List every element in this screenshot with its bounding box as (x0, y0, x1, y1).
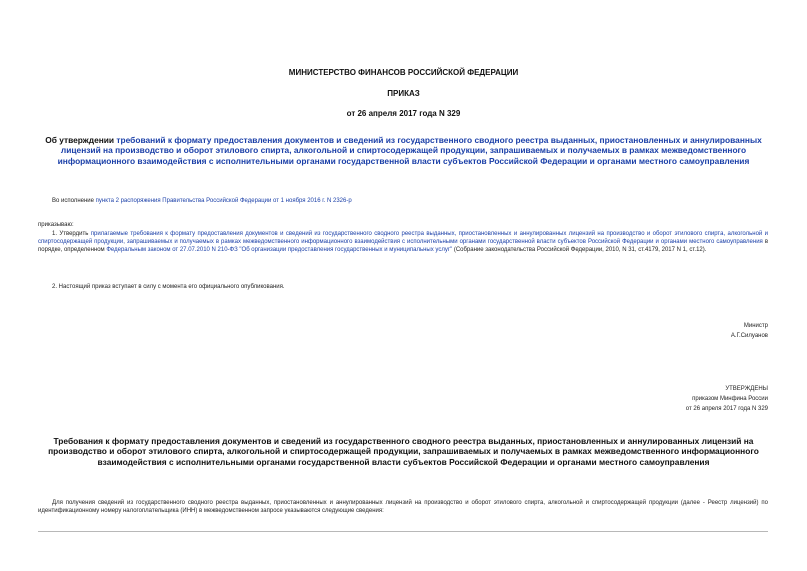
ministry-heading: МИНИСТЕРСТВО ФИНАНСОВ РОССИЙСКОЙ ФЕДЕРАЦИИ (288, 68, 519, 77)
approval-line-1: УТВЕРЖДЕНЫ (725, 386, 768, 392)
approval-line-2: приказом Минфина России (692, 396, 768, 402)
item-1-suffix: (Собрание законодательства Российской Федерации, 2010, N 31, ст.4179, 2017 N 1, ст.12). (452, 247, 707, 253)
signature-position: Министр (743, 323, 768, 329)
appendix-title: Требования к формату предоставления документов и сведений из государственного сводного реестра выданных, приостановленных и аннулированных лицензий на производство и оборот этилового спирта, алкогольной и спиртосодержащей продукции, запрашиваемых и получаемых в рамках межведомственного информационного взаимодействия с исполнительными органами государственной власти субъектов Российской Федерации и органами местного самоуправления (48, 436, 759, 467)
page-divider (38, 531, 768, 532)
basis-paragraph (52, 197, 762, 205)
item-1-paragraph (38, 230, 768, 254)
doc-type-heading: ПРИКАЗ (387, 89, 420, 98)
item-1-federal-law-link[interactable]: Федеральным законом от 27.07.2010 N 210-ФЗ "Об организации предоставления государственных и муниципальных услуг" (106, 247, 453, 253)
doc-date: от 26 апреля 2017 года N 329 (346, 109, 461, 118)
basis-prefix: Во исполнение (52, 198, 96, 204)
signature-name: А.Г.Силуанов (730, 333, 768, 339)
item-2-paragraph: 2. Настоящий приказ вступает в силу с момента его официального опубликования. (52, 284, 285, 290)
approval-line-3: от 26 апреля 2017 года N 329 (685, 406, 768, 412)
item-1-requirements-link[interactable]: прилагаемые требования к формату предоставления документов и сведений из государственного сводного реестра выданных, приостановленных и аннулированных лицензий на производство и оборот этилового спирта, алкогольной и спиртосодержащей продукции, запрашиваемых и получаемых в рамках межведомственного информационного взаимодействия с исполнительными органами государственной власти субъектов Российской Федерации и органами местного самоуправления (38, 231, 769, 245)
item-1-prefix: 1. Утвердить (52, 231, 91, 237)
order-title-prefix: Об утверждении (45, 135, 117, 145)
order-title-link[interactable]: требований к формату предоставления документов и сведений из государственного сводного реестра выданных, приостановленных и аннулированных лицензий на производство и оборот этилового спирта, алкогольной и спиртосодержащей продукции, запрашиваемых и получаемых в рамках межведомственного информационного взаимодействия с исполнительными органами государственной власти субъектов Российской Федерации и органами местного самоуправления (57, 135, 762, 166)
order-title (42, 135, 765, 166)
appendix-body: Для получения сведений из государственного сводного реестра выданных, приостановленных и аннулированных лицензий на производство и оборот этилового спирта, алкогольной и спиртосодержащей продукции (далее - Реестр лицензий) по идентификационному номеру налогоплательщика (ИНН) в межведомственном запросе указываются следующие сведения: (38, 500, 768, 514)
basis-link[interactable]: пункта 2 распоряжения Правительства Российской Федерации от 1 ноября 2016 г. N 2326-р (95, 198, 352, 204)
order-word: приказываю: (38, 222, 74, 228)
item-1-middle: в порядке, определенном (38, 239, 769, 253)
